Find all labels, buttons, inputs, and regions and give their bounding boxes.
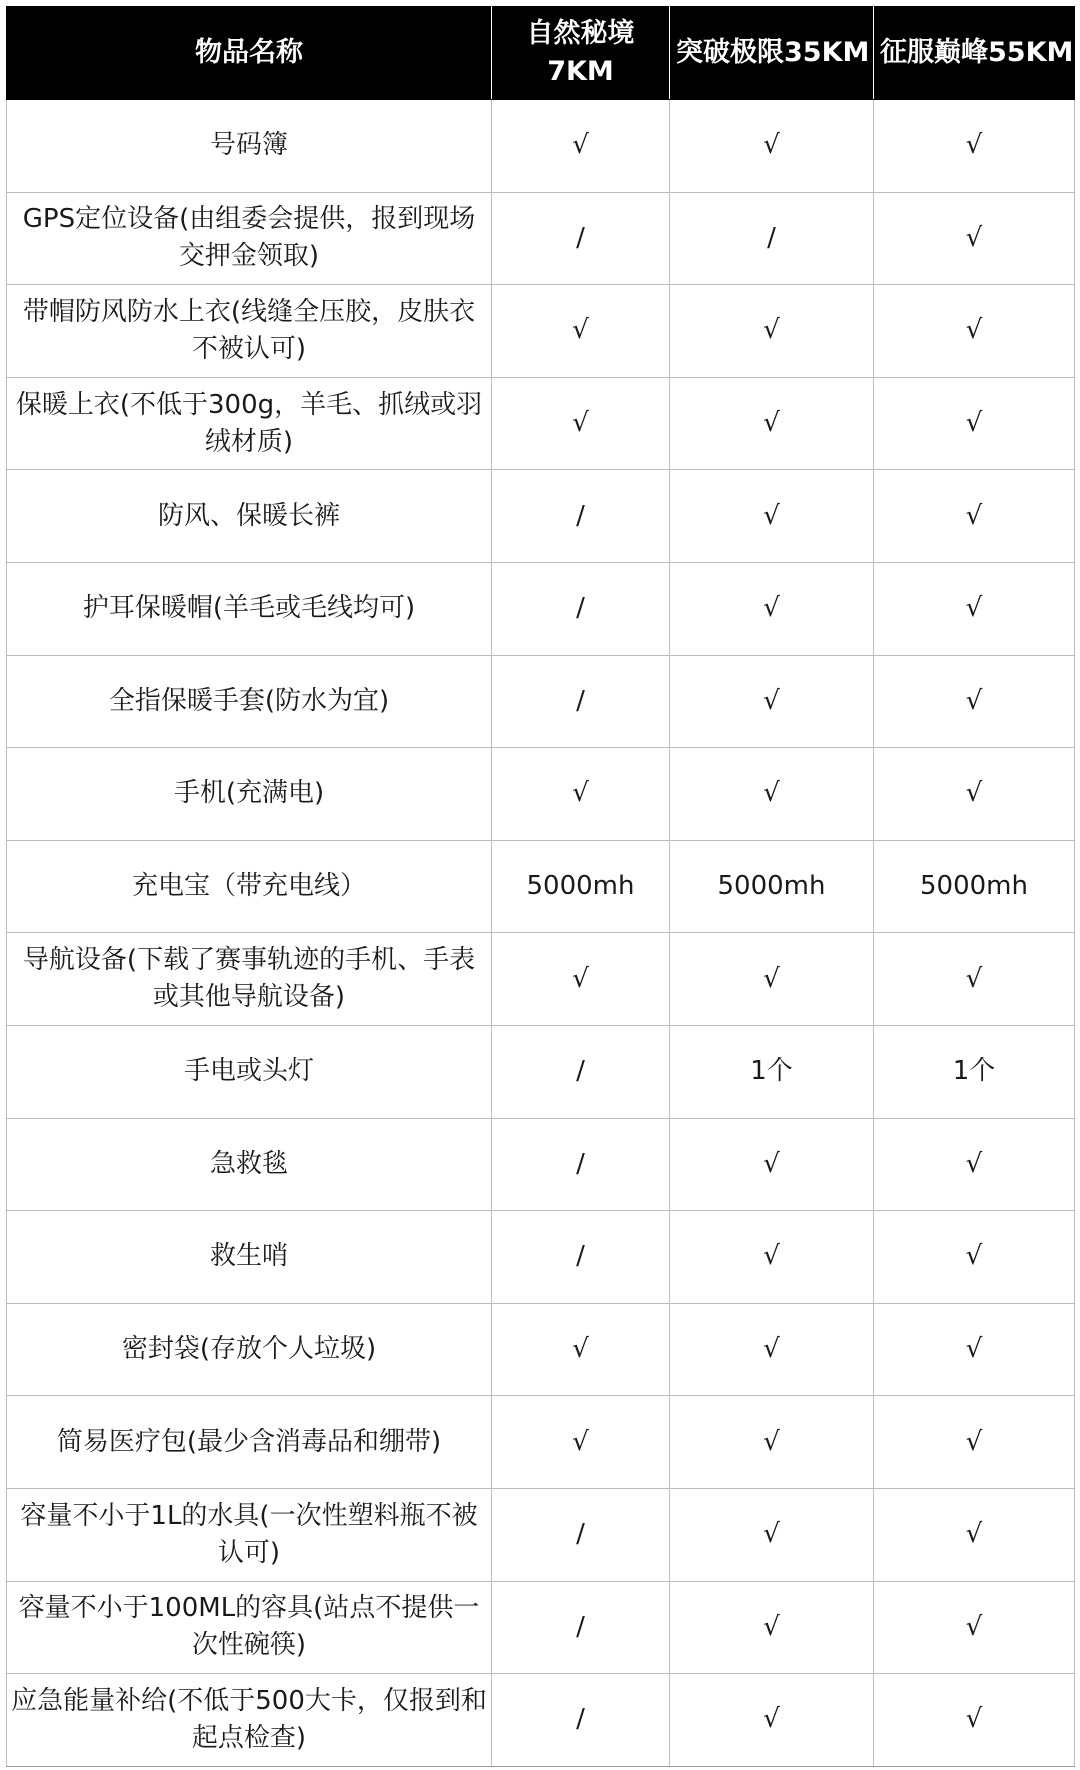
value-55km-cell: √: [874, 100, 1075, 193]
value-35km-cell: √: [670, 1118, 874, 1211]
value-7km-cell: /: [492, 1581, 670, 1674]
table-row: [7, 1674, 1075, 1767]
value-35km-cell: 5000mh: [670, 840, 874, 933]
table-row: [7, 562, 1075, 655]
item-name-cell: 保暖上衣(不低于300g，羊毛、抓绒或羽绒材质): [7, 377, 492, 470]
value-55km-cell: √: [874, 1488, 1075, 1581]
value-55km-cell: √: [874, 285, 1075, 378]
value-35km-cell: √: [670, 655, 874, 748]
value-7km-cell: /: [492, 655, 670, 748]
value-7km-cell: /: [492, 1025, 670, 1118]
item-name-cell: 应急能量补给(不低于500大卡，仅报到和起点检查): [7, 1674, 492, 1767]
header-7km: [492, 7, 670, 100]
header-35km: [670, 7, 874, 100]
equipment-table: [6, 6, 1075, 1767]
value-35km-cell: √: [670, 470, 874, 563]
item-name-cell: 手电或头灯: [7, 1025, 492, 1118]
table-row: [7, 655, 1075, 748]
value-55km-cell: √: [874, 1674, 1075, 1767]
equipment-table-container: [6, 6, 1074, 1767]
item-name-cell: GPS定位设备(由组委会提供，报到现场交押金领取): [7, 192, 492, 285]
table-row: [7, 1581, 1075, 1674]
item-name-cell: 手机(充满电): [7, 748, 492, 841]
value-7km-cell: /: [492, 1488, 670, 1581]
header-item-name: [7, 7, 492, 100]
value-7km-cell: 5000mh: [492, 840, 670, 933]
value-7km-cell: /: [492, 1674, 670, 1767]
item-name-cell: 护耳保暖帽(羊毛或毛线均可): [7, 562, 492, 655]
value-7km-cell: /: [492, 1118, 670, 1211]
value-35km-cell: √: [670, 933, 874, 1026]
table-row: [7, 748, 1075, 841]
value-7km-cell: √: [492, 748, 670, 841]
item-name-cell: 救生哨: [7, 1211, 492, 1304]
value-7km-cell: √: [492, 933, 670, 1026]
value-55km-cell: √: [874, 1211, 1075, 1304]
table-row: [7, 377, 1075, 470]
table-row: [7, 192, 1075, 285]
value-35km-cell: 1个: [670, 1025, 874, 1118]
value-35km-cell: /: [670, 192, 874, 285]
item-name-cell: 密封袋(存放个人垃圾): [7, 1303, 492, 1396]
table-row: [7, 840, 1075, 933]
table-row: [7, 1211, 1075, 1304]
table-row: [7, 1396, 1075, 1489]
value-55km-cell: √: [874, 1303, 1075, 1396]
value-7km-cell: √: [492, 100, 670, 193]
value-55km-cell: √: [874, 933, 1075, 1026]
value-55km-cell: √: [874, 748, 1075, 841]
value-35km-cell: √: [670, 1303, 874, 1396]
column-header-text: 物品名称: [195, 37, 303, 68]
value-7km-cell: √: [492, 1303, 670, 1396]
value-55km-cell: √: [874, 192, 1075, 285]
item-name-cell: 急救毯: [7, 1118, 492, 1211]
table-row: [7, 1025, 1075, 1118]
column-header-text: 自然秘境: [526, 18, 635, 49]
value-35km-cell: √: [670, 1674, 874, 1767]
header-55km: [874, 7, 1075, 100]
item-name-cell: 充电宝（带充电线）: [7, 840, 492, 933]
value-7km-cell: /: [492, 1211, 670, 1304]
table-body: [7, 100, 1075, 1767]
value-35km-cell: √: [670, 1396, 874, 1489]
item-name-cell: 全指保暖手套(防水为宜): [7, 655, 492, 748]
item-name-cell: 导航设备(下载了赛事轨迹的手机、手表或其他导航设备): [7, 933, 492, 1026]
value-7km-cell: /: [492, 562, 670, 655]
table-row: [7, 1488, 1075, 1581]
value-35km-cell: √: [670, 377, 874, 470]
value-35km-cell: √: [670, 562, 874, 655]
table-row: [7, 285, 1075, 378]
table-row: [7, 470, 1075, 563]
value-55km-cell: √: [874, 470, 1075, 563]
item-name-cell: 防风、保暖长裤: [7, 470, 492, 563]
item-name-cell: 容量不小于100ML的容具(站点不提供一次性碗筷): [7, 1581, 492, 1674]
column-header-text: 7KM: [547, 56, 614, 87]
value-7km-cell: /: [492, 192, 670, 285]
value-35km-cell: √: [670, 1488, 874, 1581]
value-7km-cell: √: [492, 285, 670, 378]
table-header: [7, 7, 1075, 100]
value-7km-cell: √: [492, 377, 670, 470]
table-row: [7, 1118, 1075, 1211]
column-header-text: 突破极限35KM: [676, 37, 870, 68]
value-55km-cell: 5000mh: [874, 840, 1075, 933]
value-35km-cell: √: [670, 1211, 874, 1304]
value-35km-cell: √: [670, 748, 874, 841]
table-row: [7, 933, 1075, 1026]
column-header-text: 征服巅峰55KM: [880, 37, 1074, 68]
value-35km-cell: √: [670, 285, 874, 378]
header-row: [7, 7, 1075, 100]
value-55km-cell: 1个: [874, 1025, 1075, 1118]
table-row: [7, 100, 1075, 193]
value-55km-cell: √: [874, 1118, 1075, 1211]
value-55km-cell: √: [874, 655, 1075, 748]
item-name-cell: 带帽防风防水上衣(线缝全压胶，皮肤衣不被认可): [7, 285, 492, 378]
value-55km-cell: √: [874, 1581, 1075, 1674]
table-row: [7, 1303, 1075, 1396]
value-55km-cell: √: [874, 377, 1075, 470]
value-35km-cell: √: [670, 1581, 874, 1674]
item-name-cell: 简易医疗包(最少含消毒品和绷带): [7, 1396, 492, 1489]
value-7km-cell: /: [492, 470, 670, 563]
value-55km-cell: √: [874, 1396, 1075, 1489]
value-55km-cell: √: [874, 562, 1075, 655]
item-name-cell: 号码簿: [7, 100, 492, 193]
value-35km-cell: √: [670, 100, 874, 193]
item-name-cell: 容量不小于1L的水具(一次性塑料瓶不被认可): [7, 1488, 492, 1581]
value-7km-cell: √: [492, 1396, 670, 1489]
